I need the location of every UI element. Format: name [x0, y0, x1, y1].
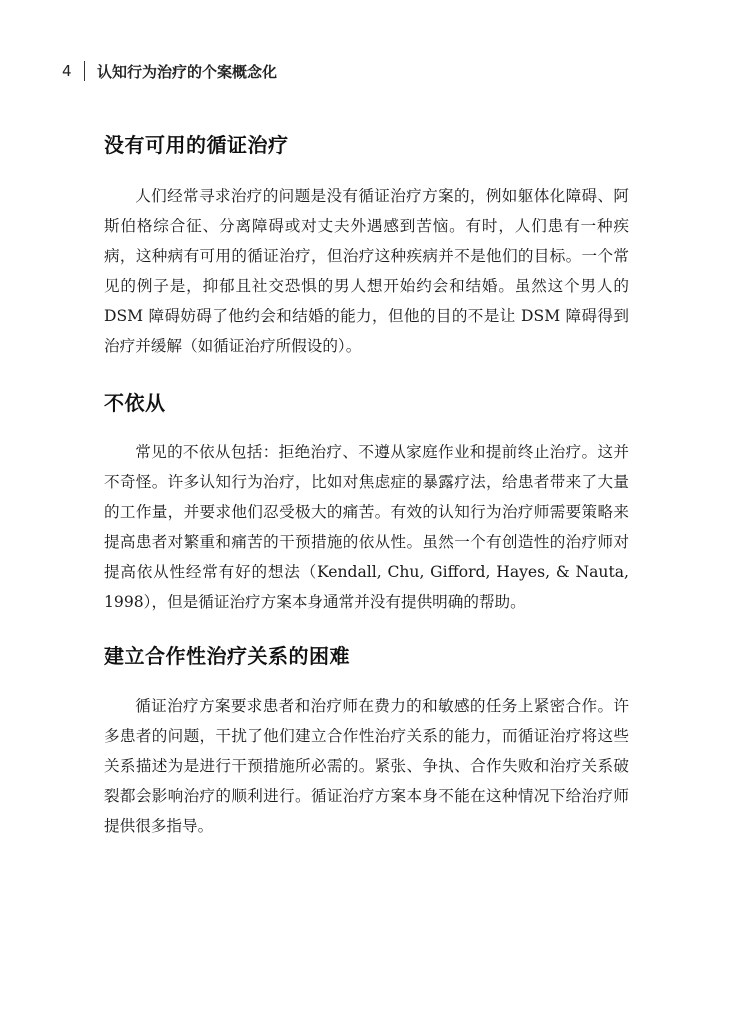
page-number: 4	[62, 62, 72, 80]
section-paragraph: 循证治疗方案要求患者和治疗师在费力的和敏感的任务上紧密合作。许多患者的问题，干扰了他们建立合作性治疗关系的能力，而循证治疗将这些关系描述为是进行干预措施所必需的。紧张、争执、合作失败和治疗关系破裂都会影响治疗的顺利进行。循证治疗方案本身不能在这种情况下给治疗师提供很多指导。	[104, 697, 629, 835]
running-head	[62, 60, 277, 82]
section-heading: 没有可用的循证治疗	[104, 133, 289, 157]
section-paragraph: 人们经常寻求治疗的问题是没有循证治疗方案的，例如躯体化障碍、阿斯伯格综合征、分离障碍或对丈夫外遇感到苦恼。有时，人们患有一种疾病，这种病有可用的循证治疗，但治疗这种疾病并不是他们的目标。一个常见的例子是，抑郁且社交恐惧的男人想开始约会和结婚。虽然这个男人的 DSM 障碍妨碍了他约会和结婚的能力，但他的目的不是让 DSM 障碍得到治疗并缓解（如循证治疗所假设的）。	[104, 187, 629, 355]
section-no-evidence-based-treatment	[104, 131, 629, 361]
section-noncompliance	[104, 389, 629, 617]
section-heading: 建立合作性治疗关系的困难	[104, 644, 350, 668]
section-heading: 不依从	[104, 391, 166, 415]
section-alliance-difficulty	[104, 642, 629, 841]
section-paragraph: 常见的不依从包括：拒绝治疗、不遵从家庭作业和提前终止治疗。这并不奇怪。许多认知行为治疗，比如对焦虑症的暴露疗法，给患者带来了大量的工作量，并要求他们忍受极大的痛苦。有效的认知行为治疗师需要策略来提高患者对繁重和痛苦的干预措施的依从性。虽然一个有创造性的治疗师对提高依从性经常有好的想法（Kendall, Chu, Gifford, Hayes, & Nauta, 1998），但是循证治疗方案本身通常并没有提供明确的帮助。	[104, 443, 629, 611]
book-title: 认知行为治疗的个案概念化	[97, 62, 278, 81]
header-divider	[84, 61, 85, 81]
